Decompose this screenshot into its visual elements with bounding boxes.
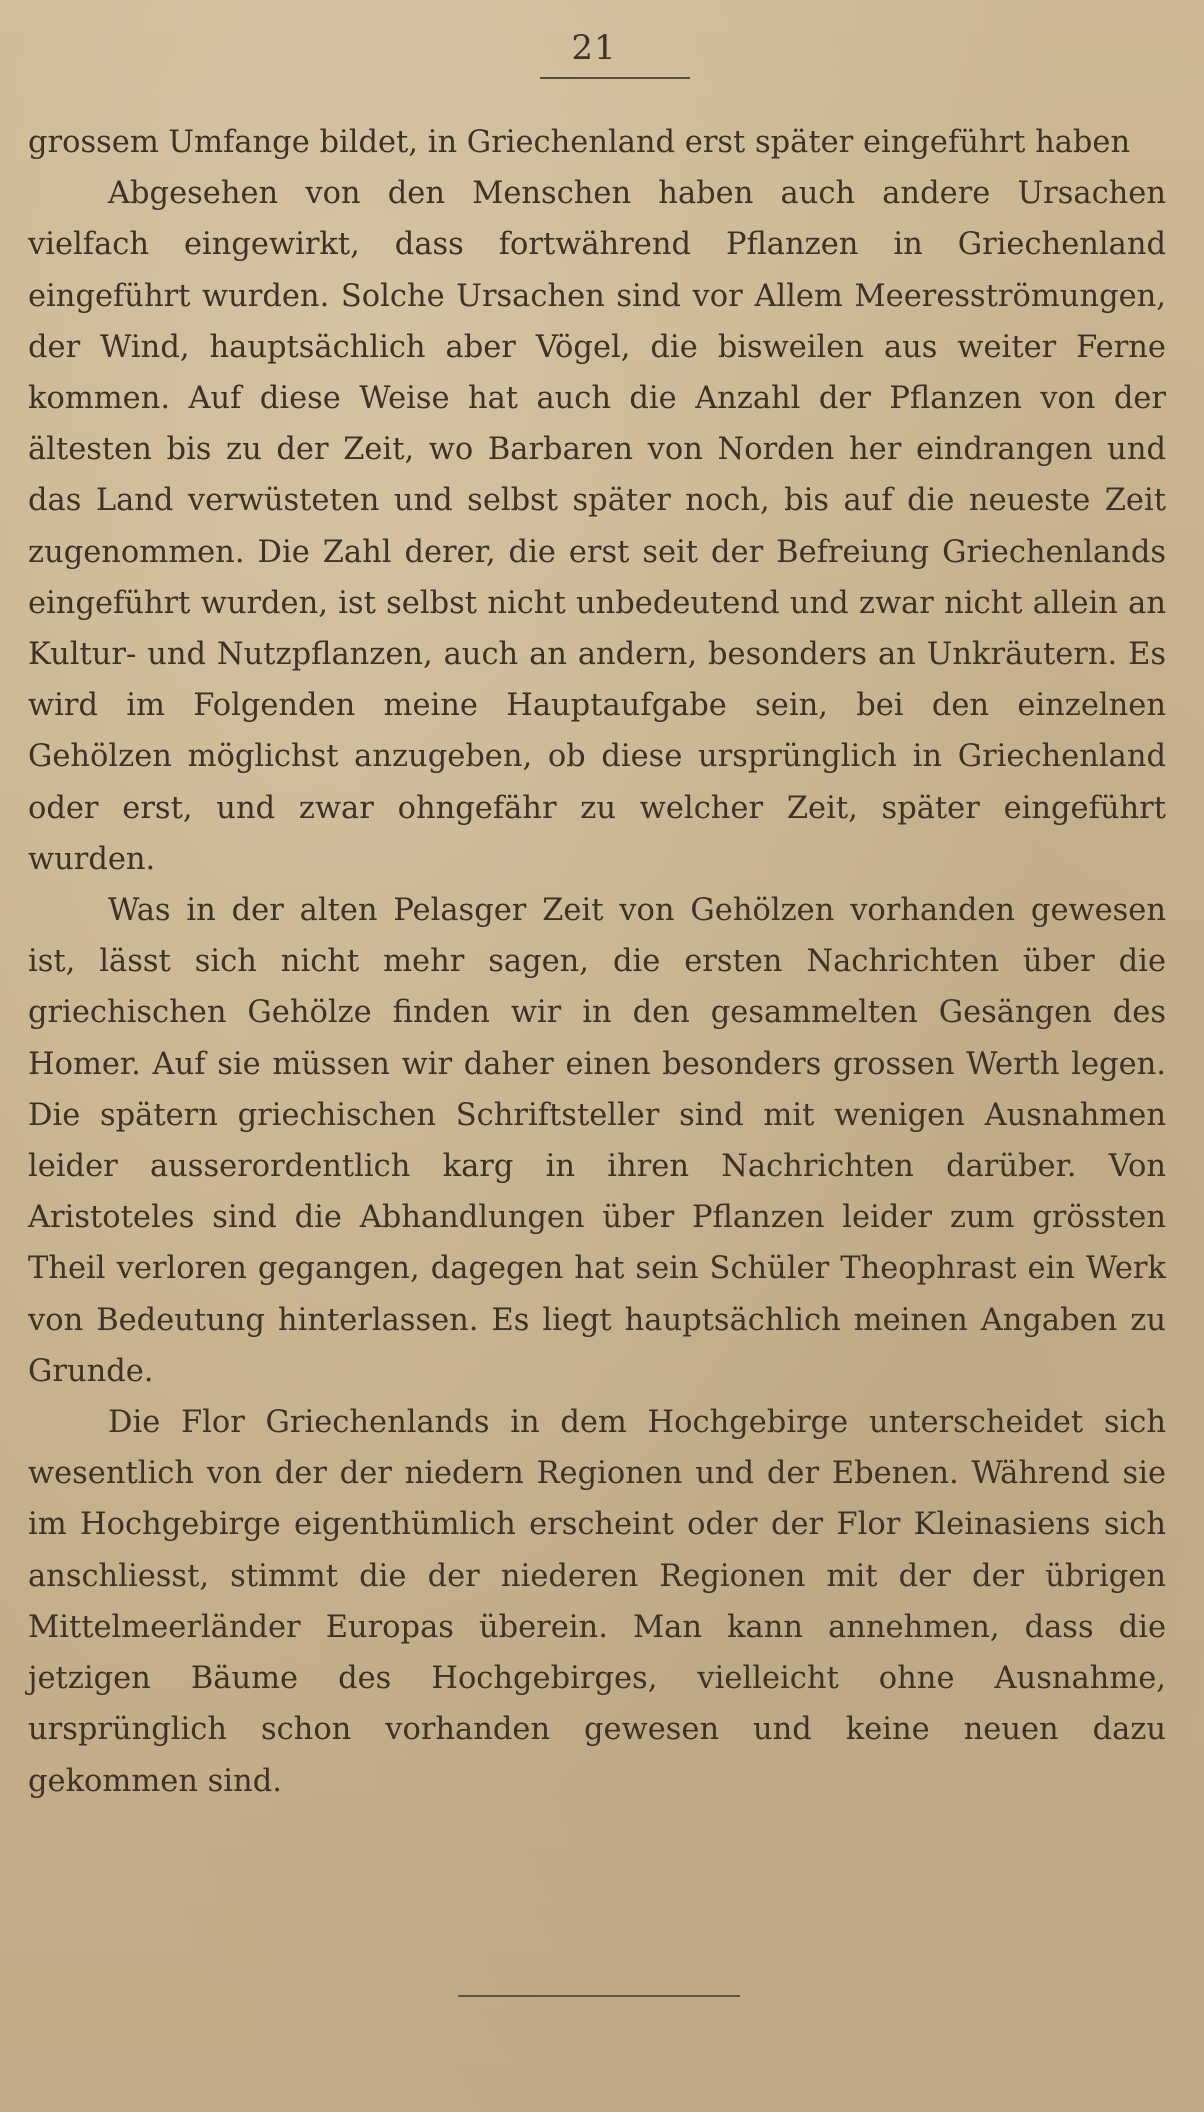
body-text <box>28 117 1166 1807</box>
header-rule <box>540 77 690 79</box>
paragraph-continuation: grossem Umfange bildet, in Griechenland erst später eingeführt haben <box>28 125 1131 160</box>
paragraph: Was in der alten Pelasger Zeit von Gehölzen vorhanden gewesen ist, lässt sich nicht mehr sagen, die ersten Nachrichten über die griechischen Gehölze finden wir in den gesammelten Gesängen des Homer. Auf sie müssen wir daher einen besonders grossen Werth legen. Die spätern griechischen Schriftsteller sind mit wenigen Ausnahmen leider ausserordentlich karg in ihren Nachrichten darüber. Von Aristoteles sind die Abhandlungen über Pflanzen leider zum grössten Theil verloren gegangen, dagegen hat sein Schüler Theophrast ein Werk von Bedeutung hinterlassen. Es liegt hauptsächlich meinen Angaben zu Grunde. <box>28 893 1166 1389</box>
page-number: 21 <box>571 28 617 68</box>
paragraph: Abgesehen von den Menschen haben auch andere Ursachen vielfach eingewirkt, dass fortwährend Pflanzen in Griechenland eingeführt wurden. Solche Ursachen sind vor Allem Meeresströmungen, der Wind, hauptsächlich aber Vögel, die bisweilen aus weiter Ferne kommen. Auf diese Weise hat auch die Anzahl der Pflanzen von der ältesten bis zu der Zeit, wo Barbaren von Norden her eindrangen und das Land verwüsteten und selbst später noch, bis auf die neueste Zeit zugenommen. Die Zahl derer, die erst seit der Befreiung Griechenlands eingeführt wurden, ist selbst nicht unbedeutend und zwar nicht allein an Kultur- und Nutzpflanzen, auch an andern, besonders an Unkräutern. Es wird im Folgenden meine Hauptaufgabe sein, bei den einzelnen Gehölzen möglichst anzugeben, ob diese ursprünglich in Griechenland oder erst, und zwar ohngefähr zu welcher Zeit, später eingeführt wurden. <box>28 176 1166 877</box>
section-end-rule <box>458 1995 740 1997</box>
paragraph: Die Flor Griechenlands in dem Hochgebirge unterscheidet sich wesentlich von der der niedern Regionen und der Ebenen. Während sie im Hochgebirge eigenthümlich erscheint oder der Flor Kleinasiens sich anschliesst, stimmt die der niederen Regionen mit der der übrigen Mittelmeerländer Europas überein. Man kann annehmen, dass die jetzigen Bäume des Hochgebirges, vielleicht ohne Ausnahme, ursprünglich schon vorhanden gewesen und keine neuen dazu gekommen sind. <box>28 1405 1166 1799</box>
